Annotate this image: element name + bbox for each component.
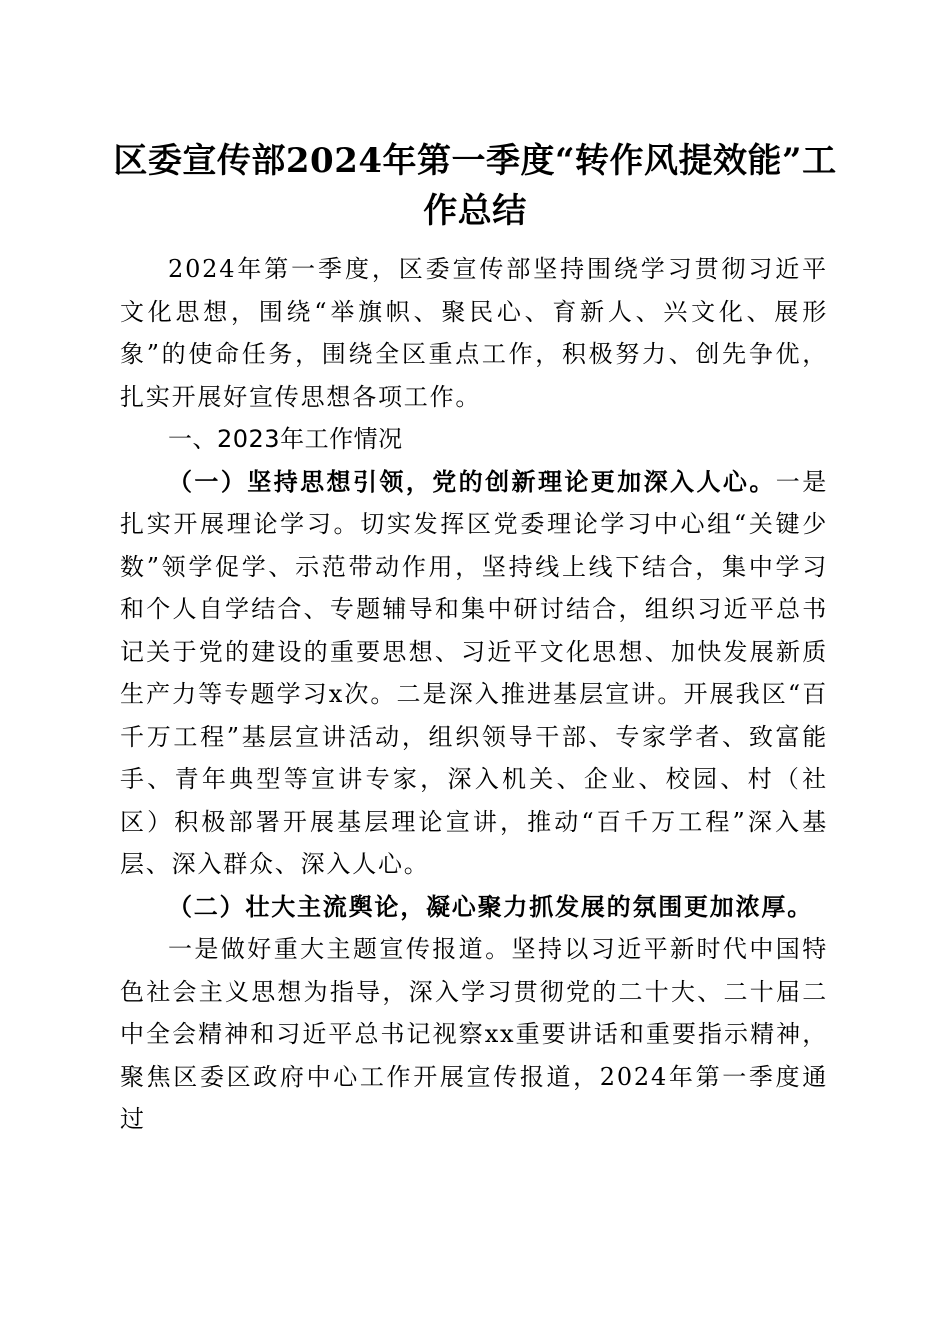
section-heading-1: 一、2023年工作情况 <box>168 425 403 453</box>
subsection-2-paragraph: 一是做好重大主题宣传报道。坚持以习近平新时代中国特色社会主义思想为指导，深入学习贯彻党的二十大、二十届二中全会精神和习近平总书记视察xx重要讲话和重要指示精神，聚焦区委区政府中心工作开展宣传报道，2024年第一季度通过 <box>120 935 828 1133</box>
subsection-1-body: 一是扎实开展理论学习。切实发挥区党委理论学习中心组“关键少数”领学促学、示范带动作用，坚持线上线下结合，集中学习和个人自学结合、专题辅导和集中研讨结合，组织习近平总书记关于党的建设的重要思想、习近平文化思想、加快发展新质生产力等专题学习x次。二是深入推进基层宣讲。开展我区“百千万工程”基层宣讲活动，组织领导干部、专家学者、致富能手、青年典型等宣讲专家，深入机关、企业、校园、村（社区）积极部署开展基层理论宣讲，推动“百千万工程”深入基层、深入群众、深入人心。 <box>120 467 828 878</box>
document-body <box>120 248 828 1141</box>
subsection-heading-1: （一）坚持思想引领，党的创新理论更加深入人心。 <box>168 466 776 496</box>
subsection-heading-2: （二）壮大主流舆论，凝心聚力抓发展的氛围更加浓厚。 <box>168 891 813 921</box>
document-title: 区委宣传部2024年第一季度“转作风提效能”工作总结 <box>113 141 837 231</box>
intro-paragraph: 2024年第一季度，区委宣传部坚持围绕学习贯彻习近平文化思想，围绕“举旗帜、聚民心、育新人、兴文化、展形象”的使命任务，围绕全区重点工作，积极努力、创先争优，扎实开展好宣传思想各项工作。 <box>120 255 828 411</box>
subsection-1-paragraph <box>120 461 828 886</box>
